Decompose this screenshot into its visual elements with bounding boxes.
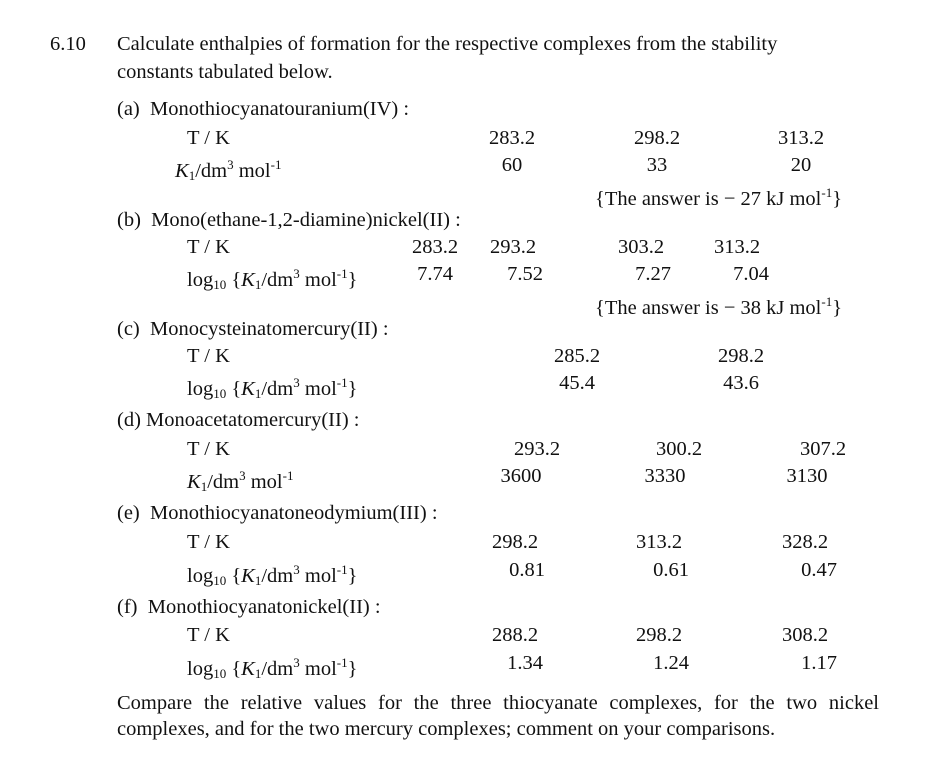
part-a-value-1: 60 (501, 154, 523, 176)
part-d-temp-2: 300.2 (655, 438, 703, 460)
part-a-temp-1: 283.2 (488, 127, 536, 149)
part-d-temp-1: 293.2 (513, 438, 561, 460)
part-e-temp-2: 313.2 (635, 531, 683, 553)
part-a-temp-2: 298.2 (633, 127, 681, 149)
part-d-value-1: 3600 (500, 465, 542, 487)
part-b-temp-1: 283.2 (411, 236, 459, 258)
part-f-value-1: 1.34 (507, 652, 543, 674)
part-d-value-3: 3130 (786, 465, 828, 487)
part-f-temp-1: 288.2 (491, 624, 539, 646)
part-b-temp-2: 293.2 (489, 236, 537, 258)
part-a-temp-3: 313.2 (777, 127, 825, 149)
part-e-value-2: 0.61 (653, 559, 689, 581)
conclusion-paragraph: Compare the relative values for the three thiocyanate complexes, for the two nickel complexes, and for the two mercury complexes; comment on your comparisons. (117, 692, 879, 740)
part-b-value-1: 7.74 (417, 263, 453, 285)
part-c-temp-2: 298.2 (717, 345, 765, 367)
part-a-value-label: $K_1/dm^3$ mol$^{-1}$ (175, 157, 282, 183)
part-a-heading: (a) Monothiocyanatouranium(IV) : (117, 98, 410, 120)
part-b-value-label: $\log_{10} \{K_1/dm^3$ mol$^{-1}$} (187, 266, 358, 292)
problem-intro-line-1: Calculate enthalpies of formation for the respective complexes from the stability (117, 33, 778, 55)
part-e-value-3: 0.47 (801, 559, 837, 581)
part-c-heading: (c) Monocysteinatomercury(II) : (117, 318, 389, 340)
part-b-temp-label: T / K (187, 236, 230, 258)
part-a-value-3: 20 (790, 154, 812, 176)
part-c-temp-1: 285.2 (553, 345, 601, 367)
part-b-temp-4: 313.2 (713, 236, 761, 258)
problem-number: 6.10 (50, 33, 86, 55)
part-d-temp-3: 307.2 (799, 438, 847, 460)
part-f-temp-2: 298.2 (635, 624, 683, 646)
part-d-temp-label: T / K (187, 438, 230, 460)
part-f-value-label: $\log_{10} \{K_1/dm^3$ mol$^{-1}$} (187, 655, 358, 681)
part-a-answer: {The answer is − 27 kJ mol$^{-1}$} (595, 185, 843, 210)
part-b-heading: (b) Mono(ethane-1,2-diamine)nickel(II) : (117, 209, 461, 231)
problem-intro-line-2: constants tabulated below. (117, 61, 333, 83)
part-d-heading: (d) Monoacetatomercury(II) : (117, 409, 360, 431)
part-d-value-2: 3330 (644, 465, 686, 487)
part-f-heading: (f) Monothiocyanatonickel(II) : (117, 596, 381, 618)
part-b-answer: {The answer is − 38 kJ mol$^{-1}$} (595, 294, 843, 319)
part-e-value-1: 0.81 (509, 559, 545, 581)
part-b-value-4: 7.04 (733, 263, 769, 285)
part-d-value-label: $K_1/dm^3$ mol$^{-1}$ (187, 468, 294, 494)
part-f-temp-3: 308.2 (781, 624, 829, 646)
part-b-value-3: 7.27 (635, 263, 671, 285)
part-e-temp-1: 298.2 (491, 531, 539, 553)
part-c-temp-label: T / K (187, 345, 230, 367)
part-f-temp-label: T / K (187, 624, 230, 646)
part-b-temp-3: 303.2 (617, 236, 665, 258)
part-c-value-1: 45.4 (559, 372, 595, 394)
part-c-value-label: $\log_{10} \{K_1/dm^3$ mol$^{-1}$} (187, 375, 358, 401)
part-f-value-2: 1.24 (653, 652, 689, 674)
part-c-value-2: 43.6 (723, 372, 759, 394)
part-e-value-label: $\log_{10} \{K_1/dm^3$ mol$^{-1}$} (187, 562, 358, 588)
part-a-value-2: 33 (646, 154, 668, 176)
part-b-value-2: 7.52 (507, 263, 543, 285)
part-a-temp-label: T / K (187, 127, 230, 149)
part-e-temp-label: T / K (187, 531, 230, 553)
part-e-heading: (e) Monothiocyanatoneodymium(III) : (117, 502, 438, 524)
part-f-value-3: 1.17 (801, 652, 837, 674)
part-e-temp-3: 328.2 (781, 531, 829, 553)
